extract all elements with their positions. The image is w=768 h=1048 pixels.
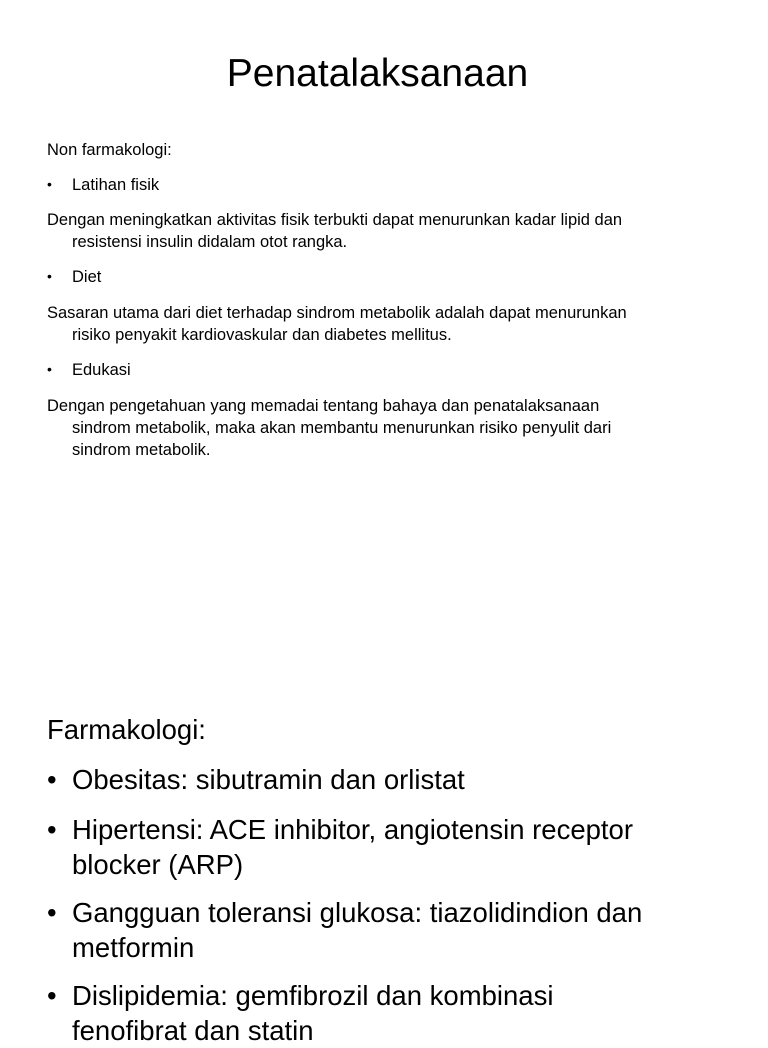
bullet-icon: • (47, 176, 52, 192)
page-title: Penatalaksanaan (226, 52, 529, 95)
paragraph-edukasi (47, 395, 747, 461)
paragraph-line: risiko penyakit kardiovaskular dan diabetes mellitus. (72, 326, 452, 344)
bullet-icon: • (47, 361, 52, 377)
paragraph-line: sindrom metabolik. (72, 441, 211, 459)
paragraph-line: resistensi insulin didalam otot rangka. (72, 233, 348, 251)
bullet-label: Diet (72, 268, 102, 286)
non-farmakologi-heading: Non farmakologi: (47, 141, 172, 159)
bullet-icon: • (47, 814, 57, 845)
paragraph-line: Dengan pengetahuan yang memadai tentang bahaya dan penatalaksanaan (47, 397, 600, 415)
bullet-icon: • (47, 268, 52, 284)
bullet-item-hipertensi (47, 812, 757, 882)
bullet-icon: • (47, 980, 57, 1011)
bullet-line: Dislipidemia: gemfibrozil dan kombinasi (72, 980, 554, 1011)
paragraph-line: Dengan meningkatkan aktivitas fisik terbukti dapat menurunkan kadar lipid dan (47, 211, 623, 229)
bullet-line: Obesitas: sibutramin dan orlistat (72, 764, 465, 795)
bullet-icon: • (47, 897, 57, 928)
bullet-label: Edukasi (72, 361, 131, 379)
bullet-line: blocker (ARP) (72, 849, 244, 880)
bullet-line: fenofibrat dan statin (72, 1015, 314, 1046)
bullet-item-obesitas (47, 762, 757, 797)
bullet-line: Hipertensi: ACE inhibitor, angiotensin receptor (72, 814, 634, 845)
paragraph-line: Sasaran utama dari diet terhadap sindrom metabolik adalah dapat menurunkan (47, 304, 627, 322)
bullet-label: Latihan fisik (72, 176, 160, 194)
bullet-icon: • (47, 764, 57, 795)
bullet-line: metformin (72, 932, 195, 963)
bullet-line: Gangguan toleransi glukosa: tiazolidindion dan (72, 897, 643, 928)
farmakologi-heading: Farmakologi: (47, 714, 206, 745)
bullet-item-gangguan-toleransi-glukosa (47, 895, 757, 965)
bullet-item-dislipidemia (47, 978, 757, 1048)
paragraph-diet (47, 302, 747, 346)
paragraph-latihan-fisik (47, 209, 747, 253)
paragraph-line: sindrom metabolik, maka akan membantu menurunkan risiko penyulit dari (72, 419, 612, 437)
